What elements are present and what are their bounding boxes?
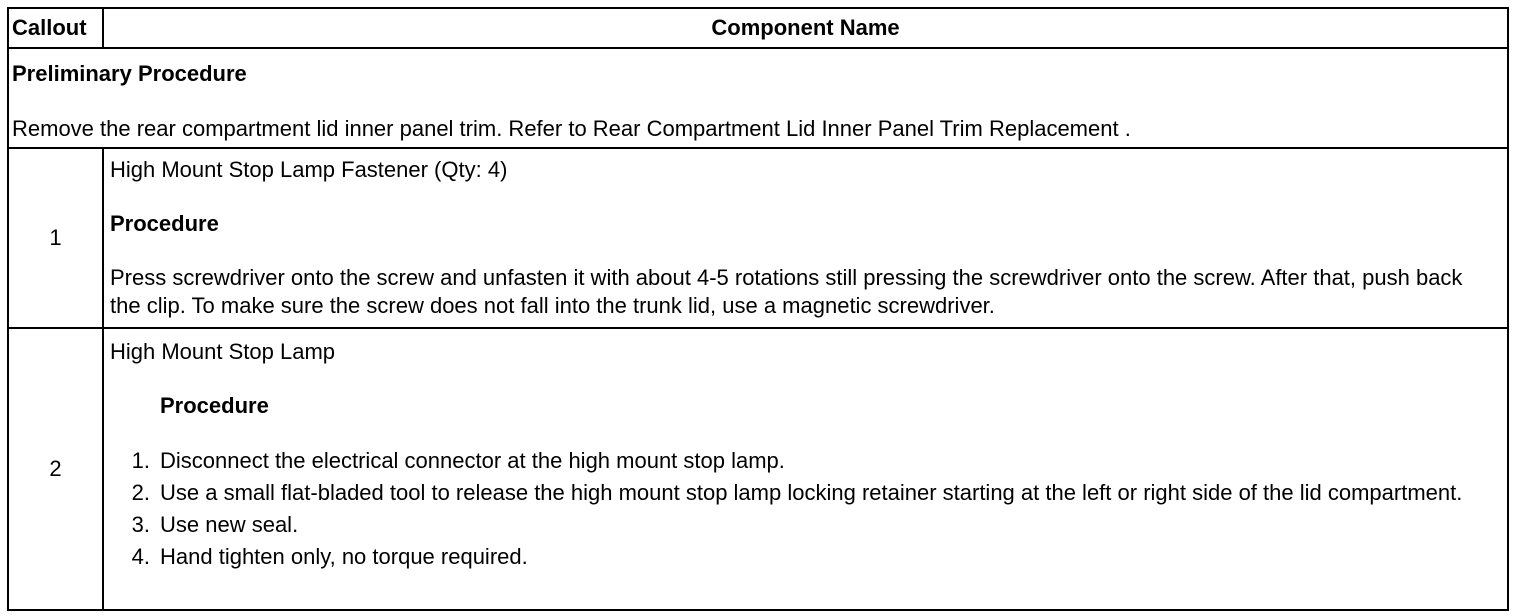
- procedure-text: Press screwdriver onto the screw and unfasten it with about 4-5 rotations still pressing the screwdriver onto the screw. After that, push back the clip. To make sure the screw does not fall into the trunk lid, use a magnetic screwdriver.: [110, 265, 1463, 318]
- list-item: [131, 479, 1493, 507]
- procedure-steps: [104, 447, 1493, 575]
- procedure-table: [7, 7, 1509, 611]
- callout-number: 1: [8, 148, 103, 328]
- component-cell: [103, 328, 1508, 610]
- step-text: Use new seal.: [160, 512, 299, 537]
- component-name: High Mount Stop Lamp: [110, 339, 336, 364]
- callout-header: Callout: [8, 8, 103, 48]
- list-item: [131, 447, 1493, 475]
- procedure-label: Procedure: [160, 393, 269, 418]
- table-header-row: [8, 8, 1508, 48]
- step-number: 2.: [131, 480, 150, 505]
- component-cell: [103, 148, 1508, 328]
- component-name-header: Component Name: [103, 8, 1508, 48]
- step-text: Disconnect the electrical connector at the high mount stop lamp.: [160, 448, 785, 473]
- table-row: [8, 148, 1508, 328]
- step-number: 3.: [131, 512, 150, 537]
- step-text: Hand tighten only, no torque required.: [160, 544, 528, 569]
- step-text: Use a small flat-bladed tool to release the high mount stop lamp locking retainer starting at the left or right side of the lid compartment.: [160, 480, 1463, 505]
- table-row: [8, 328, 1508, 610]
- step-number: 1.: [131, 448, 150, 473]
- list-item: [131, 543, 1493, 571]
- preliminary-title: Preliminary Procedure: [12, 61, 247, 86]
- preliminary-row: [8, 48, 1508, 148]
- component-name: High Mount Stop Lamp Fastener (Qty: 4): [110, 157, 508, 182]
- callout-number: 2: [8, 328, 103, 610]
- preliminary-text: Remove the rear compartment lid inner panel trim. Refer to Rear Compartment Lid Inner Panel Trim Replacement .: [12, 116, 1131, 141]
- step-number: 4.: [131, 544, 150, 569]
- list-item: [131, 511, 1493, 539]
- procedure-label: Procedure: [110, 211, 219, 236]
- preliminary-cell: [8, 48, 1508, 148]
